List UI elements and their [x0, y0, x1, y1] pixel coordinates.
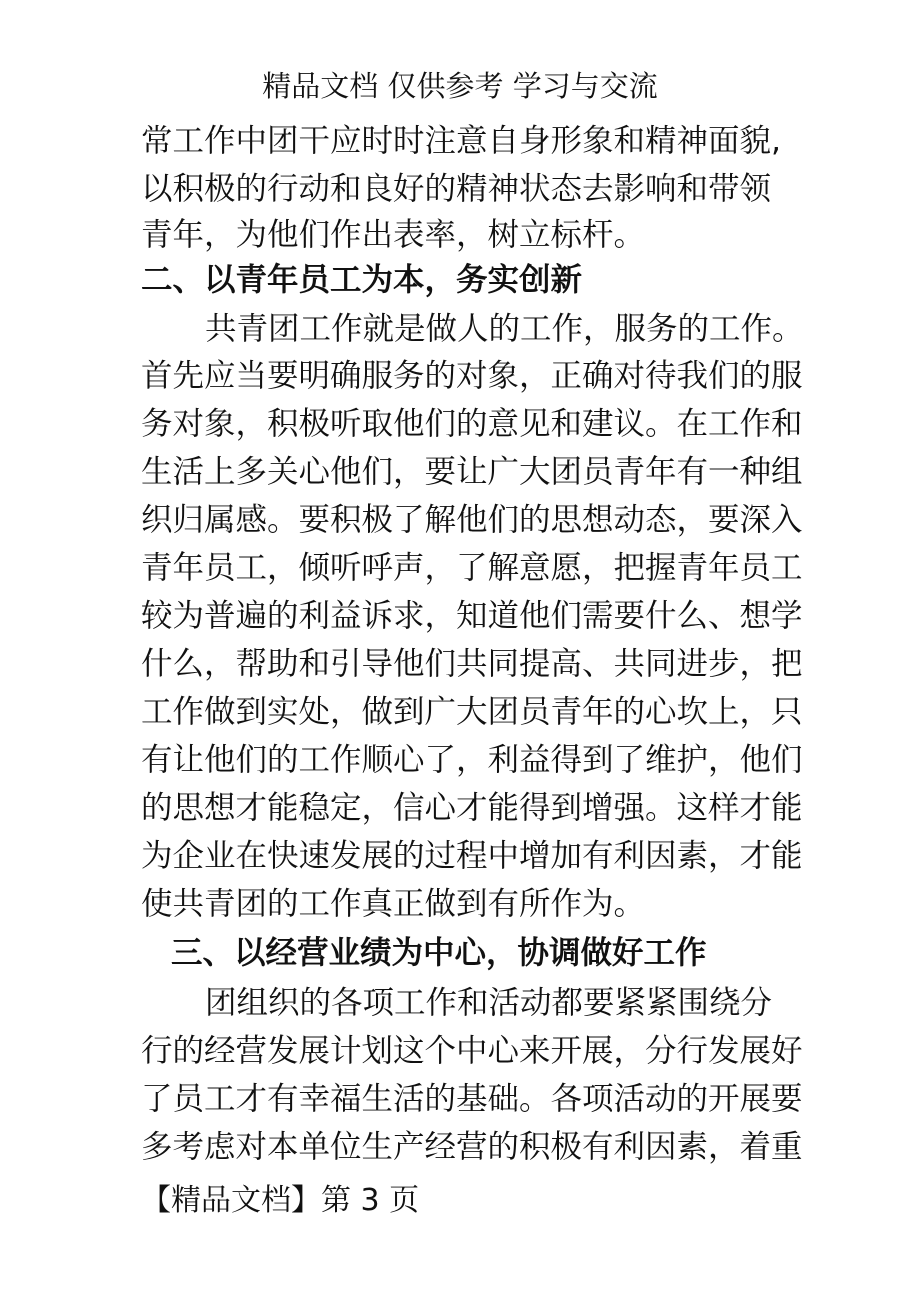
- body-line: 生活上多关心他们，要让广大团员青年有一种组: [141, 454, 803, 490]
- body-line: 有让他们的工作顺心了，利益得到了维护，他们: [141, 742, 803, 778]
- body-line: 共青团工作就是做人的工作，服务的工作。: [205, 311, 804, 347]
- body-line: 务对象，积极听取他们的意见和建议。在工作和: [141, 406, 803, 442]
- body-line: 使共青团的工作真正做到有所作为。: [141, 886, 646, 922]
- body-line: 较为普遍的利益诉求，知道他们需要什么、想学: [141, 598, 803, 634]
- section-heading: 二、以青年员工为本，务实创新: [141, 262, 583, 298]
- body-line: 青年，为他们作出表率，树立标杆。: [141, 217, 646, 253]
- body-line: 青年员工，倾听呼声，了解意愿，把握青年员工: [141, 550, 803, 586]
- page-footer: 【精品文档】第 3 页: [141, 1183, 420, 1218]
- body-line: 首先应当要明确服务的对象，正确对待我们的服: [141, 358, 803, 394]
- body-line: 的思想才能稳定，信心才能得到增强。这样才能: [141, 790, 803, 826]
- body-line: 为企业在快速发展的过程中增加有利因素，才能: [141, 838, 803, 874]
- body-line: 常工作中团干应时时注意自身形象和精神面貌,: [141, 123, 782, 159]
- body-line: 工作做到实处，做到广大团员青年的心坎上，只: [141, 694, 803, 730]
- body-line: 行的经营发展计划这个中心来开展，分行发展好: [141, 1033, 803, 1069]
- body-line: 以积极的行动和良好的精神状态去影响和带领: [141, 171, 772, 207]
- body-line: 多考虑对本单位生产经营的积极有利因素，着重: [141, 1129, 803, 1165]
- body-line: 了员工才有幸福生活的基础。各项活动的开展要: [141, 1081, 803, 1117]
- section-heading: 三、以经营业绩为中心，协调做好工作: [171, 935, 707, 971]
- body-line: 什么，帮助和引导他们共同提高、共同进步，把: [141, 646, 803, 682]
- page-header: 精品文档 仅供参考 学习与交流: [262, 69, 658, 103]
- body-line: 织归属感。要积极了解他们的思想动态，要深入: [141, 502, 803, 538]
- body-line: 团组织的各项工作和活动都要紧紧围绕分: [205, 985, 773, 1021]
